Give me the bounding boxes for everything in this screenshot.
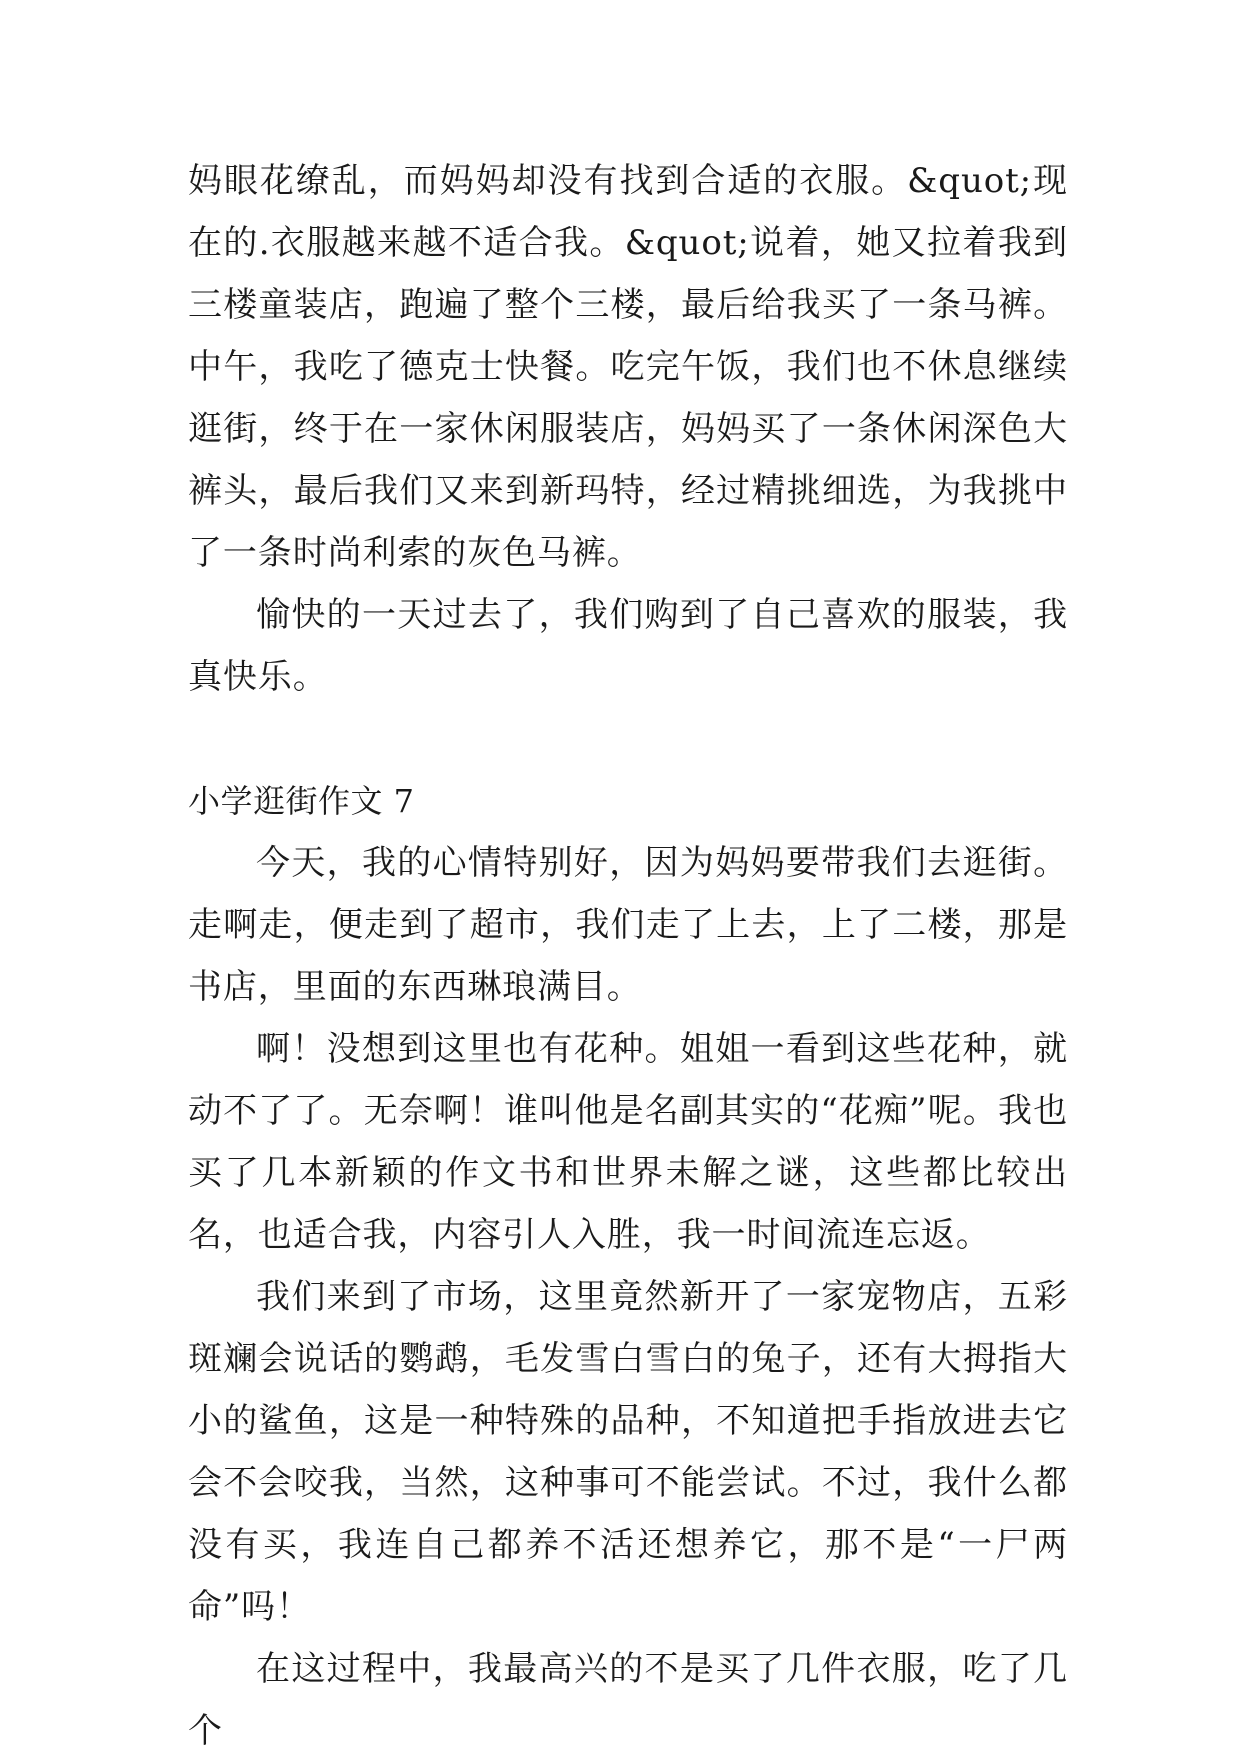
essay-heading: 小学逛街作文 7 bbox=[188, 782, 415, 820]
paragraph: 愉快的一天过去了，我们购到了自己喜欢的服装，我真快乐。 bbox=[188, 595, 1068, 697]
paragraph: 我们来到了市场，这里竟然新开了一家宠物店，五彩斑斓会说话的鹦鹉，毛发雪白雪白的兔子，还有大拇指大小的鲨鱼，这是一种特殊的品种，不知道把手指放进去它会不会咬我，当然，这种事可不能尝试。不过，我什么都没有买，我连自己都养不活还想养它，那不是“一尸两命”吗！ bbox=[188, 1277, 1068, 1627]
paragraph: 今天，我的心情特别好，因为妈妈要带我们去逛街。走啊走，便走到了超市，我们走了上去，上了二楼，那是书店，里面的东西琳琅满目。 bbox=[188, 843, 1068, 1007]
essay-body bbox=[188, 150, 1068, 1762]
paragraph-truncated: 在这过程中，我最高兴的不是买了几件衣服，吃了几个 bbox=[188, 1649, 1068, 1751]
paragraph: 啊！没想到这里也有花种。姐姐一看到这些花种，就动不了了。无奈啊！谁叫他是名副其实的“花痴”呢。我也买了几本新颖的作文书和世界未解之谜，这些都比较出名，也适合我，内容引人入胜，我一时间流连忘返。 bbox=[188, 1029, 1068, 1255]
paragraph-continued: 妈眼花缭乱，而妈妈却没有找到合适的衣服。&quot;现在的.衣服越来越不适合我。&quot;说着，她又拉着我到三楼童装店，跑遍了整个三楼，最后给我买了一条马裤。中午，我吃了德克士快餐。吃完午饭，我们也不休息继续逛街，终于在一家休闲服装店，妈妈买了一条休闲深色大裤头，最后我们又来到新玛特，经过精挑细选，为我挑中了一条时尚利索的灰色马裤。 bbox=[188, 161, 1068, 573]
